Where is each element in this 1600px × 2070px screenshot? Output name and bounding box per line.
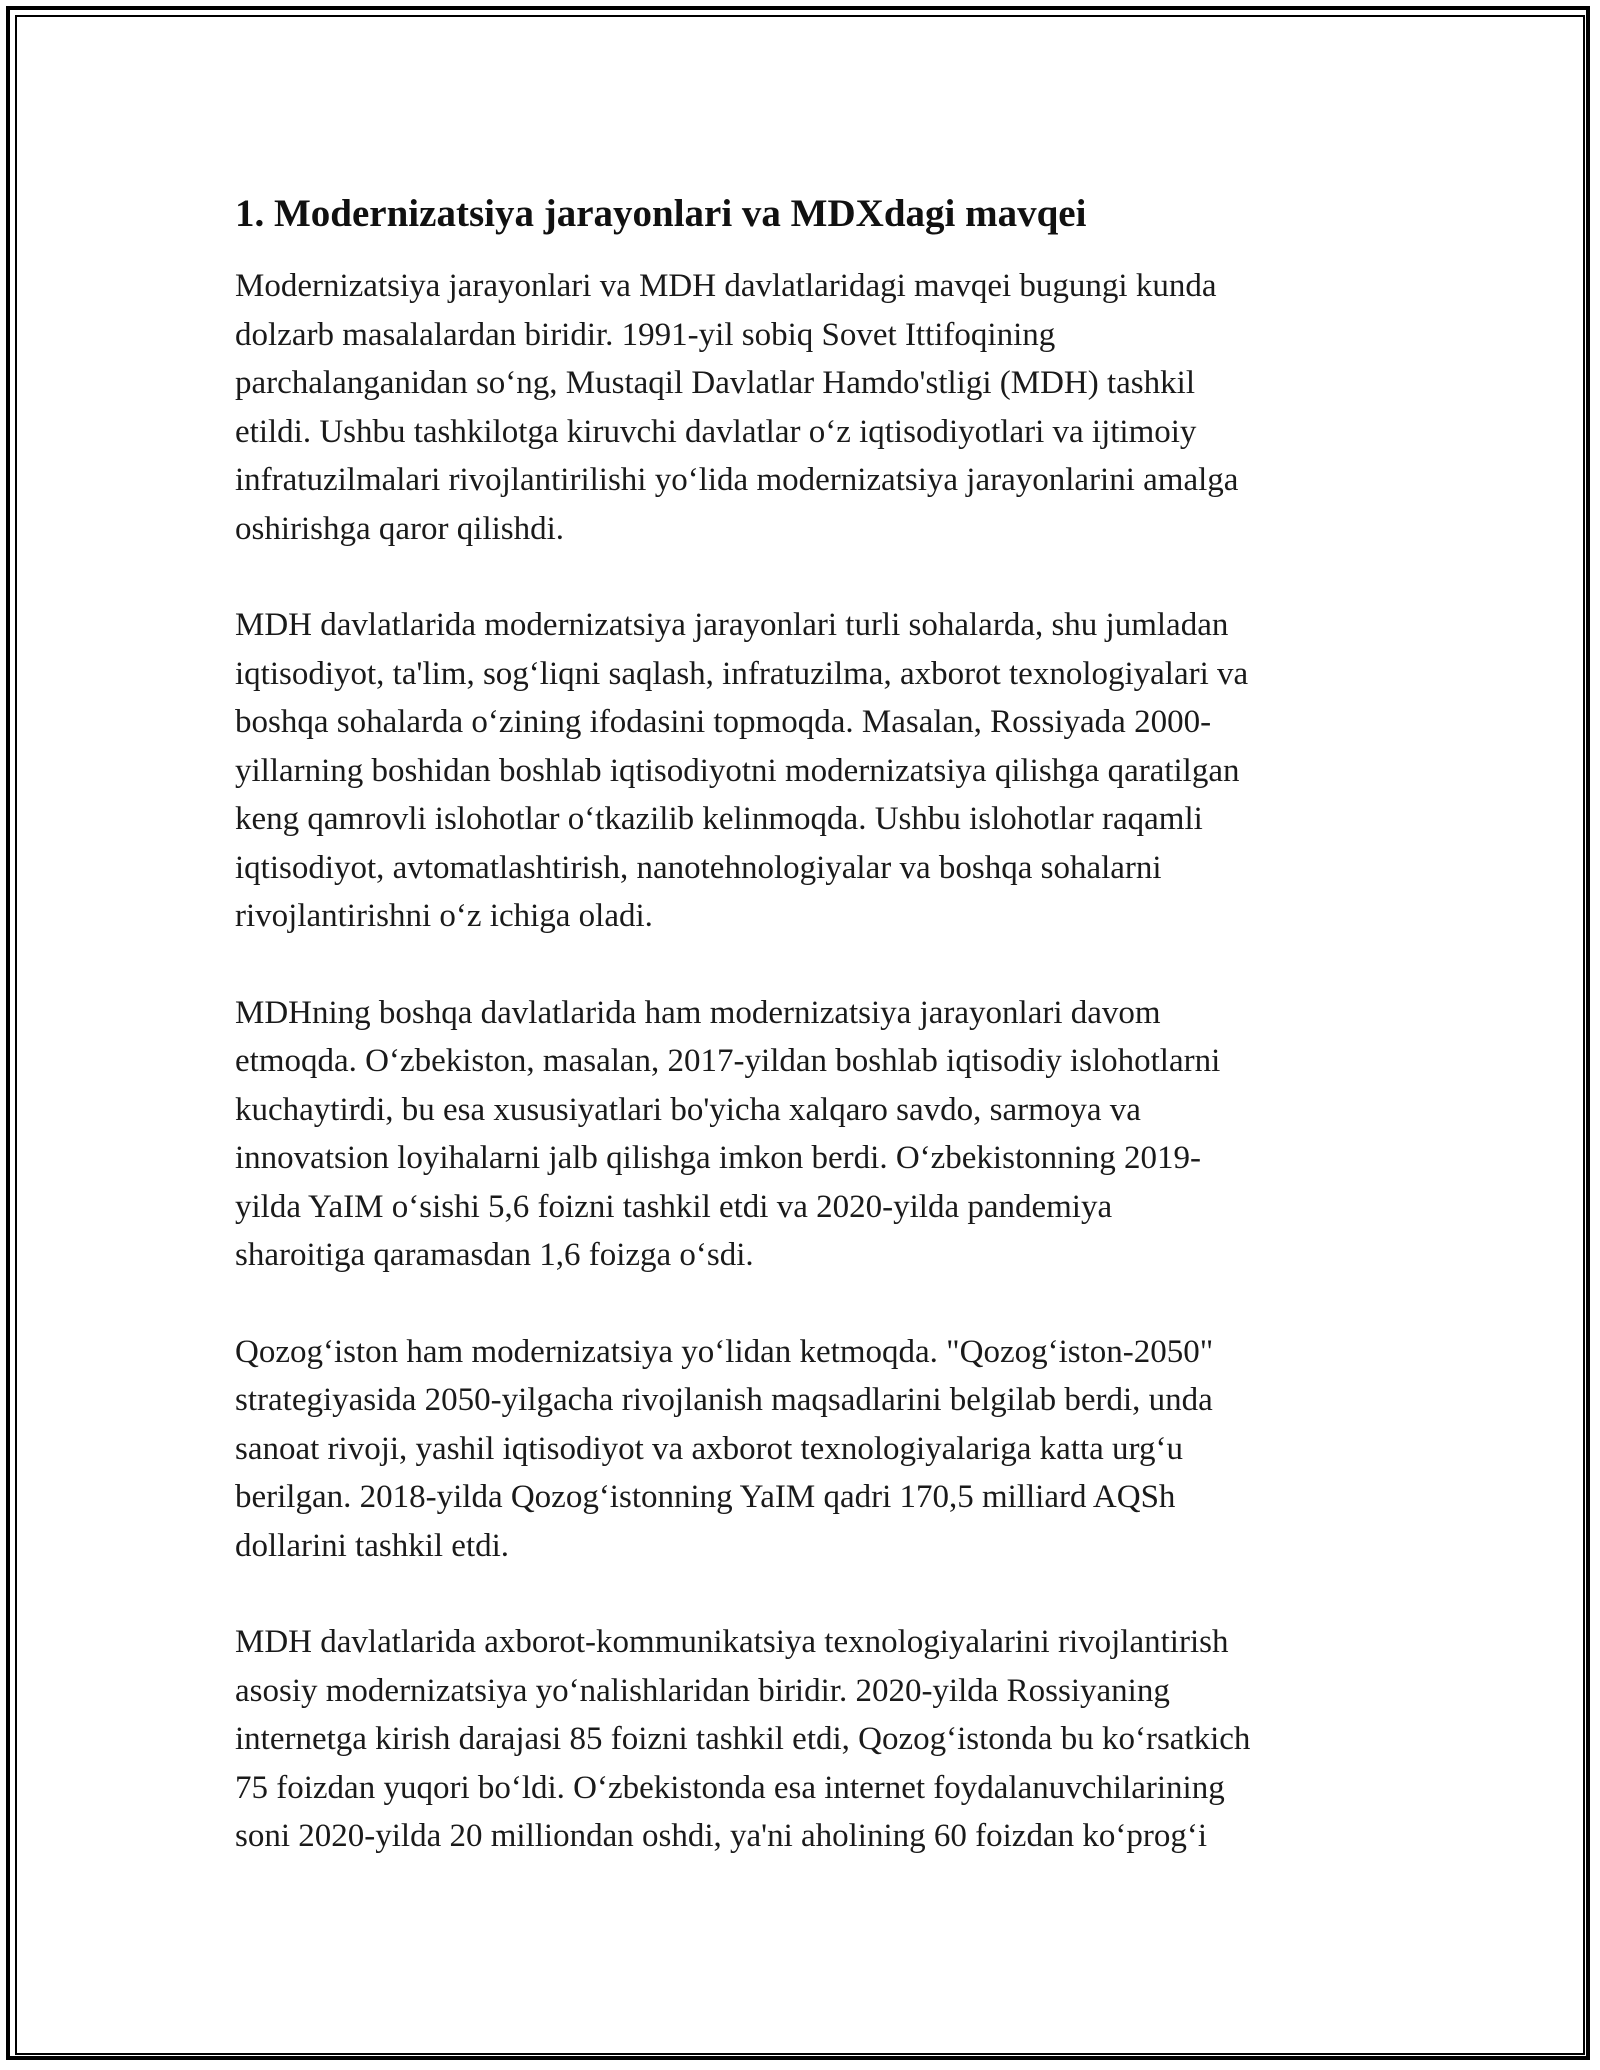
- paragraph-ict: [235, 1618, 1375, 1861]
- text-line: MDH davlatlarida modernizatsiya jarayonlari turli sohalarda, shu jumladan: [235, 607, 1229, 643]
- text-line: boshqa sohalarda o‘zining ifodasini topmoqda. Masalan, Rossiyada 2000-: [235, 704, 1212, 740]
- text-line: rivojlantirishni o‘z ichiga oladi.: [235, 898, 653, 934]
- text-line: etildi. Ushbu tashkilotga kiruvchi davlatlar o‘z iqtisodiyotlari va ijtimoiy: [235, 413, 1197, 450]
- text-line: kuchaytirdi, bu esa xususiyatlari bo'yicha xalqaro savdo, sarmoya va: [235, 1091, 1141, 1128]
- text-line: MDH davlatlarida axborot-kommunikatsiya texnologiyalarini rivojlantirish: [235, 1624, 1229, 1660]
- text-line: Modernizatsiya jarayonlari va MDH davlatlaridagi mavqei bugungi kunda: [235, 268, 1217, 304]
- text-line: 75 foizdan yuqori bo‘ldi. O‘zbekistonda esa internet foydalanuvchilarining: [235, 1769, 1225, 1806]
- text-line: asosiy modernizatsiya yo‘nalishlaridan biridir. 2020-yilda Rossiyaning: [235, 1672, 1170, 1709]
- text-line: yilda YaIM o‘sishi 5,6 foizni tashkil etdi va 2020-yilda pandemiya: [235, 1188, 1113, 1225]
- text-line: innovatsion loyihalarni jalb qilishga imkon berdi. O‘zbekistonning 2019-: [235, 1140, 1202, 1176]
- document-title: 1. Modernizatsiya jarayonlari va MDXdagi mavqei: [235, 192, 1087, 235]
- text-line: etmoqda. O‘zbekiston, masalan, 2017-yildan boshlab iqtisodiy islohotlarni: [235, 1043, 1221, 1079]
- paragraph-russia: [235, 601, 1375, 941]
- text-line: internetga kirish darajasi 85 foizni tashkil etdi, Qozog‘istonda bu ko‘rsatkich: [235, 1721, 1251, 1757]
- text-line: sanoat rivoji, yashil iqtisodiyot va axborot texnologiyalariga katta urg‘u: [235, 1430, 1183, 1467]
- paragraph-kazakhstan: [235, 1328, 1375, 1571]
- text-line: dolzarb masalalardan biridir. 1991-yil sobiq Sovet Ittifoqining: [235, 316, 1056, 353]
- text-line: oshirishga qaror qilishdi.: [235, 510, 565, 547]
- text-line: soni 2020-yilda 20 milliondan oshdi, ya'ni aholining 60 foizdan ko‘prog‘i: [235, 1818, 1207, 1854]
- text-line: parchalanganidan so‘ng, Mustaqil Davlatlar Hamdo'stligi (MDH) tashkil: [235, 365, 1195, 401]
- text-line: dollarini tashkil etdi.: [235, 1527, 510, 1564]
- text-line: berilgan. 2018-yilda Qozog‘istonning YaIM qadri 170,5 milliard AQSh: [235, 1479, 1176, 1515]
- paragraph-intro: [235, 262, 1375, 553]
- text-line: infratuzilmalari rivojlantirilishi yo‘lida modernizatsiya jarayonlarini amalga: [235, 462, 1239, 498]
- text-line: iqtisodiyot, ta'lim, sog‘liqni saqlash, infratuzilma, axborot texnologiyalari va: [235, 655, 1249, 692]
- text-line: strategiyasida 2050-yilgacha rivojlanish maqsadlarini belgilab berdi, unda: [235, 1382, 1213, 1418]
- text-line: yillarning boshidan boshlab iqtisodiyotni modernizatsiya qilishga qaratilgan: [235, 752, 1240, 789]
- text-line: Qozog‘iston ham modernizatsiya yo‘lidan ketmoqda. "Qozog‘iston-2050": [235, 1333, 1214, 1370]
- document-body: [235, 186, 1375, 1909]
- text-line: MDHning boshqa davlatlarida ham modernizatsiya jarayonlari davom: [235, 994, 1161, 1031]
- text-line: keng qamrovli islohotlar o‘tkazilib kelinmoqda. Ushbu islohotlar raqamli: [235, 801, 1203, 837]
- paragraph-uzbekistan: [235, 989, 1375, 1280]
- text-line: iqtisodiyot, avtomatlashtirish, nanotehnologiyalar va boshqa sohalarni: [235, 849, 1162, 886]
- text-line: sharoitiga qaramasdan 1,6 foizga o‘sdi.: [235, 1237, 754, 1273]
